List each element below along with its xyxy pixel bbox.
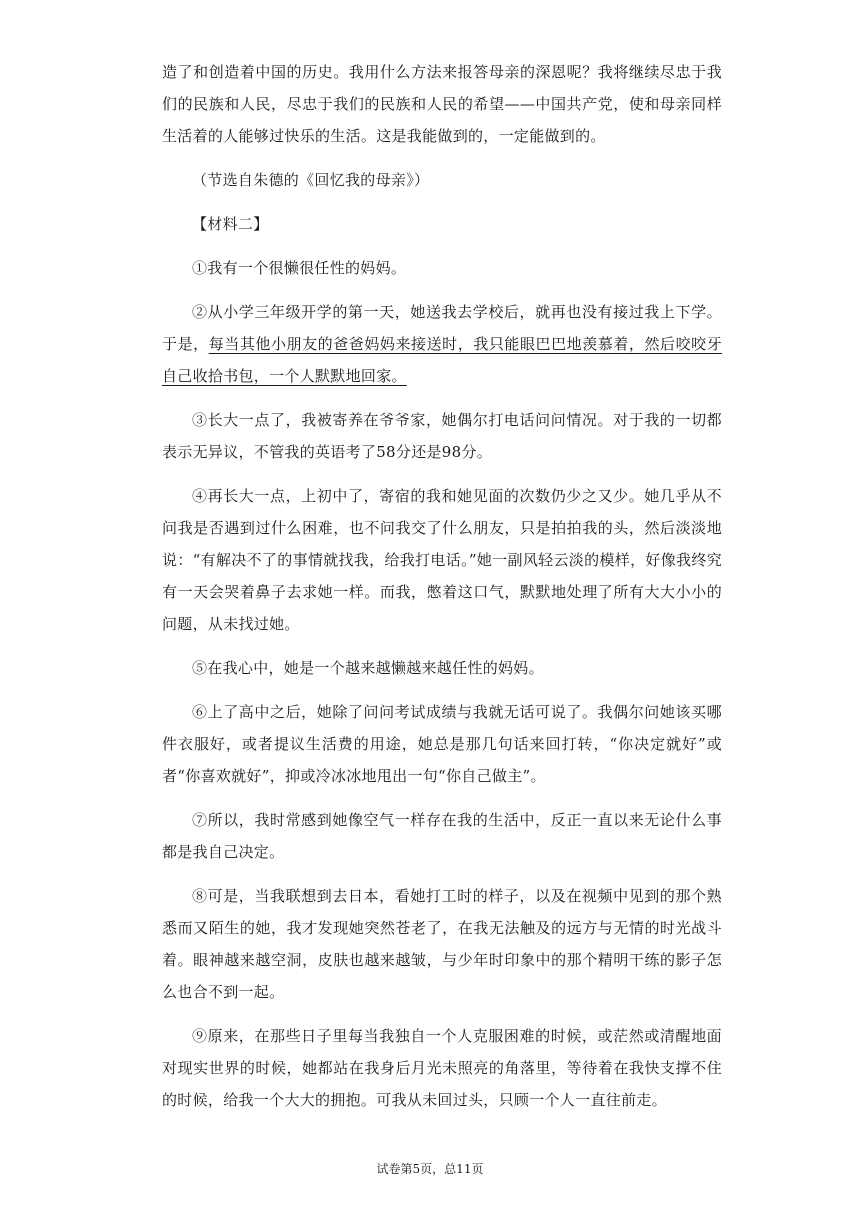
paragraph-2-text: ②从小学三年级开学的第一天，她送我去学校后，就再也没有接过我上下学。于是， [162, 303, 722, 353]
section-heading: 【材料二】 [192, 215, 269, 233]
paragraph-8: ⑧可是，当我联想到去日本，看她打工时的样子，以及在视频中见到的那个熟悉而又陌生的她，我才发现她突然苍老了，在我无法触及的远方与无情的时光战斗着。眼神越来越空洞，皮肤也越来越皱，与少年时印象中的那个精明干练的影子怎么也合不到一起。 [162, 887, 722, 1001]
document-body [162, 56, 722, 1128]
underlined-sentence: 每当其他小朋友的爸爸妈妈来接送时，我只能眼巴巴地羡慕着，然后咬咬牙自己收拾书包，一个人默默地回家。 [162, 335, 723, 385]
paragraph-1: ①我有一个很懒很任性的妈妈。 [192, 259, 407, 277]
paragraph-9: ⑨原来，在那些日子里每当我独自一个人克服困难的时候，或茫然或清醒地面对现实世界的时候，她都站在我身后月光未照亮的角落里，等待着在我快支撑不住的时候，给我一个大大的拥抱。可我从未回过头，只顾一个人一直往前走。 [162, 1027, 722, 1109]
paragraph-2 [162, 296, 722, 392]
paragraph-7: ⑦所以，我时常感到她像空气一样存在我的生活中，反正一直以来无论什么事都是我自己决定。 [162, 811, 722, 861]
paragraph-6: ⑥上了高中之后，她除了问问考试成绩与我就无话可说了。我偶尔问她该买哪件衣服好，或者提议生活费的用途，她总是那几句话来回打转，“你决定就好”或者“你喜欢就好”，抑或冷冰冰地甩出一句“你自己做主”。 [162, 703, 722, 785]
paragraph-5: ⑤在我心中，她是一个越来越懒越来越任性的妈妈。 [192, 659, 544, 677]
source-citation: （节选自朱德的《回忆我的母亲》） [192, 171, 430, 189]
paragraph-intro: 造了和创造着中国的历史。我用什么方法来报答母亲的深恩呢？我将继续尽忠于我们的民族和人民，尽忠于我们的民族和人民的希望——中国共产党，使和母亲同样生活着的人能够过快乐的生活。这是我能做到的，一定能做到的。 [162, 63, 722, 145]
page-footer: 试卷第5页，总11页 [376, 1162, 484, 1176]
paragraph-4: ④再长大一点，上初中了，寄宿的我和她见面的次数仍少之又少。她几乎从不问我是否遇到过什么困难，也不问我交了什么朋友，只是拍拍我的头，然后淡淡地说：“有解决不了的事情就找我，给我打电话。”她一副风轻云淡的模样，好像我终究有一天会哭着鼻子去求她一样。而我，憋着这口气，默默地处理了所有大大小小的问题，从未找过她。 [162, 487, 722, 633]
paragraph-3: ③长大一点了，我被寄养在爷爷家，她偶尔打电话问问情况。对于我的一切都表示无异议，不管我的英语考了58分还是98分。 [162, 411, 722, 461]
